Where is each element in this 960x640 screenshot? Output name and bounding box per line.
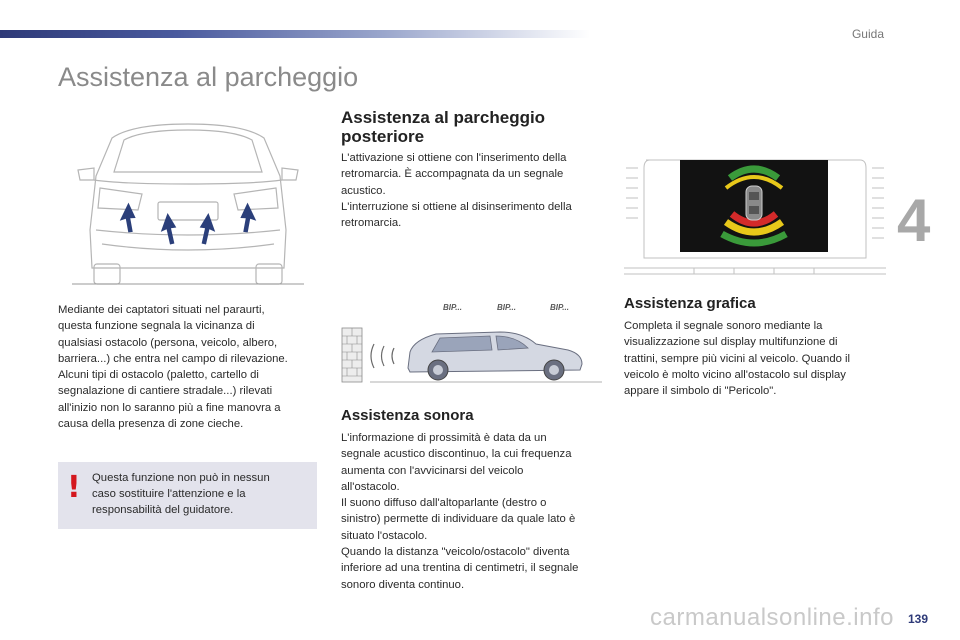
warning-box [58, 462, 317, 529]
sound-assist-text: L'informazione di prossimità è data da un segnale acustico discontinuo, la cui frequenza aumenta con l'avvicinarsi del veicolo all'ostacolo. Il suono diffuso dall'altoparlante (destro o sinistro) permette di individuare da quale lato è situato l'ostacolo. Quando la distanza "veicolo/ostacolo" diventa inferiore ad una trentina di centimetri, il segnale sonoro diventa continuo. [341, 432, 579, 591]
watermark: carmanualsonline.info [650, 604, 894, 631]
warning-icon: ! [67, 470, 81, 505]
multifunction-display-illustration [624, 150, 886, 290]
page-title: Assistenza al parcheggio [58, 62, 359, 92]
beep-label-1: BIP... [443, 303, 462, 312]
rear-assist-text: L'attivazione si ottiene con l'inserimento della retromarcia. È accompagnata da un segnale acustico. L'interruzione si ottiene al disinserimento della retromarcia. [341, 152, 572, 230]
car-reversing-illustration [340, 322, 602, 384]
warning-text: Questa funzione non può in nessun caso sostituire l'attenzione e la responsabilità del guidatore. [92, 472, 270, 517]
chapter-number: 4 [897, 187, 931, 254]
intro-paragraph: Mediante dei captatori situati nel paraurti, questa funzione segnala la vicinanza di qualsiasi ostacolo (persona, veicolo, albero, barriera...) che entra nel campo di rilevazione. Alcuni tipi di ostacolo (paletto, cartello di segnalazione di cantiere stradale...) rilevati all'inizio non lo saranno più a fine manovra a causa della presenza di zone cieche. [58, 304, 288, 431]
page-number: 139 [908, 612, 929, 626]
car-rear-sensors-illustration [72, 118, 304, 290]
graphic-assist-text: Completa il segnale sonoro mediante la visualizzazione sul display multifunzione di trattini, sempre più vicini al veicolo. Quando il veicolo è molto vicino all'ostacolo sul display appare il simbolo di "Pericolo". [624, 320, 851, 398]
section-label: Guida [851, 27, 884, 41]
sound-assist-heading: Assistenza sonora [341, 407, 474, 424]
rear-assist-heading: Assistenza al parcheggio posteriore [341, 108, 546, 146]
header-color-bar [0, 30, 590, 38]
beep-label-3: BIP... [550, 303, 569, 312]
graphic-assist-heading: Assistenza grafica [624, 295, 756, 312]
beep-label-2: BIP... [497, 303, 516, 312]
